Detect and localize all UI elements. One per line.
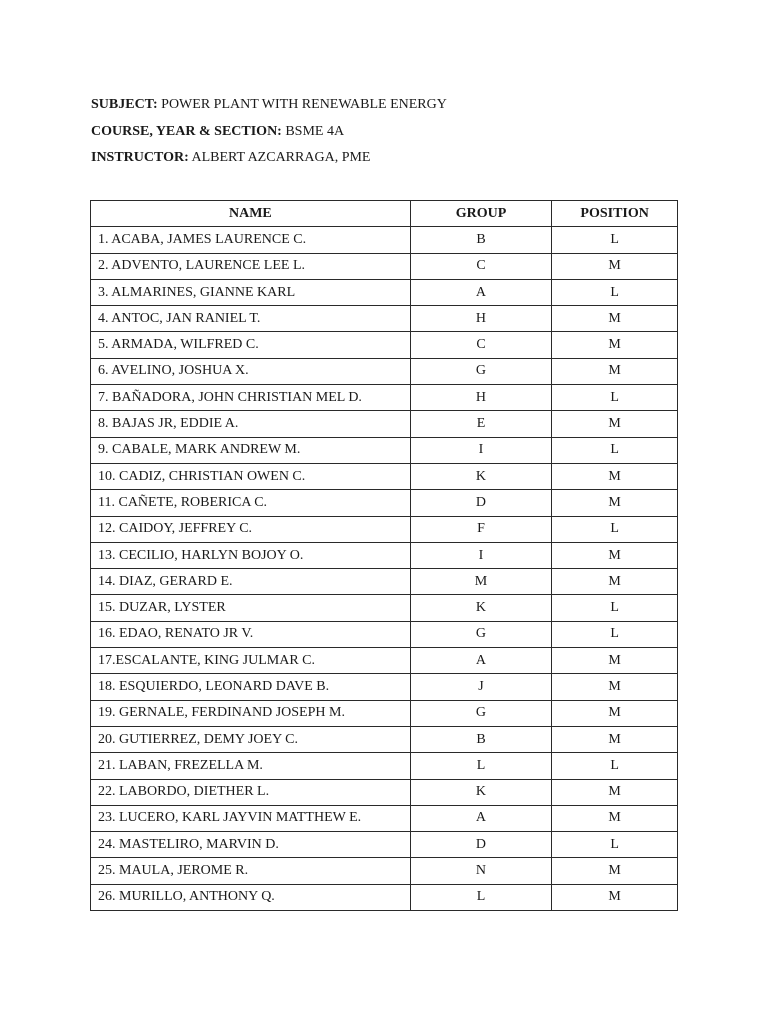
student-name-cell: 21. LABAN, FREZELLA M.: [91, 753, 411, 779]
student-name-cell: 13. CECILIO, HARLYN BOJOY O.: [91, 542, 411, 568]
table-row: [91, 674, 678, 700]
group-cell: B: [410, 227, 552, 253]
course-label: COURSE, YEAR & SECTION:: [91, 123, 282, 139]
group-cell: L: [410, 884, 552, 910]
position-cell: M: [552, 648, 678, 674]
table-row: [91, 569, 678, 595]
position-cell: M: [552, 253, 678, 279]
group-cell: J: [410, 674, 552, 700]
table-row: [91, 227, 678, 253]
position-cell: L: [552, 516, 678, 542]
position-cell: L: [552, 595, 678, 621]
student-name-cell: 15. DUZAR, LYSTER: [91, 595, 411, 621]
group-cell: G: [410, 358, 552, 384]
subject-label: SUBJECT:: [91, 97, 158, 112]
position-cell: M: [552, 726, 678, 752]
student-roster-table: [90, 200, 678, 911]
group-cell: H: [410, 385, 552, 411]
table-row: [91, 753, 678, 779]
group-cell: G: [410, 621, 552, 647]
group-cell: I: [410, 542, 552, 568]
position-cell: M: [552, 542, 678, 568]
group-cell: H: [410, 306, 552, 332]
student-name-cell: 3. ALMARINES, GIANNE KARL: [91, 279, 411, 305]
course-value: BSME 4A: [285, 123, 345, 139]
position-cell: M: [552, 700, 678, 726]
table-row: [91, 726, 678, 752]
student-name-cell: 22. LABORDO, DIETHER L.: [91, 779, 411, 805]
position-cell: M: [552, 306, 678, 332]
group-cell: M: [410, 569, 552, 595]
student-name-cell: 23. LUCERO, KARL JAYVIN MATTHEW E.: [91, 805, 411, 831]
student-name-cell: 2. ADVENTO, LAURENCE LEE L.: [91, 253, 411, 279]
group-cell: A: [410, 805, 552, 831]
student-name-cell: 26. MURILLO, ANTHONY Q.: [91, 884, 411, 910]
student-name-cell: 18. ESQUIERDO, LEONARD DAVE B.: [91, 674, 411, 700]
table-row: [91, 358, 678, 384]
position-cell: M: [552, 884, 678, 910]
table-row: [91, 253, 678, 279]
group-cell: B: [410, 726, 552, 752]
position-cell: L: [552, 621, 678, 647]
position-cell: M: [552, 490, 678, 516]
group-cell: C: [410, 253, 552, 279]
group-cell: D: [410, 490, 552, 516]
table-row: [91, 779, 678, 805]
position-column-header: POSITION: [552, 201, 678, 227]
table-row: [91, 490, 678, 516]
table-row: [91, 463, 678, 489]
table-header-row: [91, 201, 678, 227]
position-cell: M: [552, 569, 678, 595]
instructor-label: INSTRUCTOR:: [91, 150, 189, 165]
group-column-header: GROUP: [410, 201, 552, 227]
group-cell: K: [410, 779, 552, 805]
table-row: [91, 648, 678, 674]
group-cell: E: [410, 411, 552, 437]
student-name-cell: 17.ESCALANTE, KING JULMAR C.: [91, 648, 411, 674]
table-row: [91, 621, 678, 647]
position-cell: L: [552, 753, 678, 779]
subject-value: POWER PLANT WITH RENEWABLE ENERGY: [161, 97, 447, 112]
group-cell: K: [410, 463, 552, 489]
table-row: [91, 805, 678, 831]
student-name-cell: 11. CAÑETE, ROBERICA C.: [91, 490, 411, 516]
table-row: [91, 884, 678, 910]
table-row: [91, 385, 678, 411]
student-name-cell: 1. ACABA, JAMES LAURENCE C.: [91, 227, 411, 253]
student-name-cell: 7. BAÑADORA, JOHN CHRISTIAN MEL D.: [91, 385, 411, 411]
student-name-cell: 20. GUTIERREZ, DEMY JOEY C.: [91, 726, 411, 752]
position-cell: M: [552, 358, 678, 384]
student-name-cell: 8. BAJAS JR, EDDIE A.: [91, 411, 411, 437]
student-name-cell: 12. CAIDOY, JEFFREY C.: [91, 516, 411, 542]
position-cell: M: [552, 779, 678, 805]
student-name-cell: 24. MASTELIRO, MARVIN D.: [91, 832, 411, 858]
group-cell: C: [410, 332, 552, 358]
table-row: [91, 279, 678, 305]
group-cell: L: [410, 753, 552, 779]
student-name-cell: 10. CADIZ, CHRISTIAN OWEN C.: [91, 463, 411, 489]
student-name-cell: 6. AVELINO, JOSHUA X.: [91, 358, 411, 384]
subject-line: [91, 92, 447, 119]
position-cell: L: [552, 385, 678, 411]
position-cell: M: [552, 858, 678, 884]
table-row: [91, 595, 678, 621]
student-name-cell: 9. CABALE, MARK ANDREW M.: [91, 437, 411, 463]
course-line: [91, 119, 447, 146]
position-cell: L: [552, 437, 678, 463]
group-cell: N: [410, 858, 552, 884]
student-name-cell: 25. MAULA, JEROME R.: [91, 858, 411, 884]
position-cell: M: [552, 805, 678, 831]
student-name-cell: 4. ANTOC, JAN RANIEL T.: [91, 306, 411, 332]
name-column-header: NAME: [91, 201, 411, 227]
table-row: [91, 858, 678, 884]
table-row: [91, 700, 678, 726]
group-cell: G: [410, 700, 552, 726]
student-name-cell: 14. DIAZ, GERARD E.: [91, 569, 411, 595]
instructor-value: ALBERT AZCARRAGA, PME: [191, 150, 371, 165]
table-row: [91, 832, 678, 858]
table-row: [91, 542, 678, 568]
student-name-cell: 5. ARMADA, WILFRED C.: [91, 332, 411, 358]
group-cell: A: [410, 648, 552, 674]
group-cell: I: [410, 437, 552, 463]
student-name-cell: 16. EDAO, RENATO JR V.: [91, 621, 411, 647]
group-cell: K: [410, 595, 552, 621]
position-cell: M: [552, 674, 678, 700]
table-body: [91, 227, 678, 911]
group-cell: F: [410, 516, 552, 542]
position-cell: L: [552, 279, 678, 305]
position-cell: M: [552, 411, 678, 437]
student-name-cell: 19. GERNALE, FERDINAND JOSEPH M.: [91, 700, 411, 726]
table-row: [91, 306, 678, 332]
table-row: [91, 332, 678, 358]
position-cell: L: [552, 832, 678, 858]
position-cell: L: [552, 227, 678, 253]
instructor-line: [91, 145, 447, 172]
position-cell: M: [552, 332, 678, 358]
table-row: [91, 516, 678, 542]
document-header: [91, 92, 447, 172]
table-row: [91, 411, 678, 437]
group-cell: A: [410, 279, 552, 305]
group-cell: D: [410, 832, 552, 858]
table-row: [91, 437, 678, 463]
position-cell: M: [552, 463, 678, 489]
